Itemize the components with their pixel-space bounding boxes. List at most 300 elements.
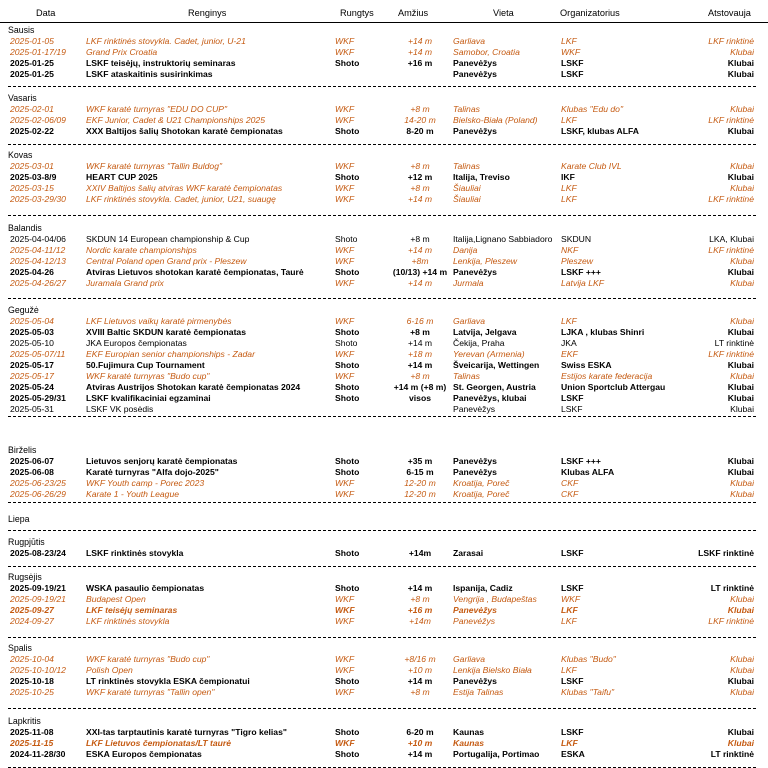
header-age: Amžius [398, 8, 429, 18]
cell-event: XXX Baltijos šalių Shotokan karatė čempionatas [86, 126, 283, 136]
cell-sport: WKF [335, 478, 355, 488]
cell-venue: Bielsko-Biała (Poland) [453, 115, 538, 125]
table-row [8, 36, 756, 47]
cell-event: LKF rinktinės stovykla. Cadet, junior, U-21 [86, 36, 246, 46]
cell-sport: WKF [335, 665, 355, 675]
cell-sport: WKF [335, 245, 355, 255]
cell-organizer: NKF [561, 245, 579, 255]
cell-date: 2025-10-25 [10, 687, 54, 697]
table-row [8, 583, 756, 594]
cell-venue: Panevėžys [453, 267, 497, 277]
cell-organizer: Klubas "Budo" [561, 654, 616, 664]
cell-event: Central Poland open Grand prix - Pleszew [86, 256, 247, 266]
table-row [8, 256, 756, 267]
table-row [8, 183, 756, 194]
cell-age: 8-20 m [406, 126, 434, 136]
cell-represents: Klubai [727, 727, 754, 737]
cell-sport: WKF [335, 183, 355, 193]
cell-age: +10 m [407, 665, 433, 675]
cell-represents: Klubai [730, 256, 754, 266]
table-row [8, 616, 756, 627]
cell-venue: Ispanija, Cadiz [453, 583, 513, 593]
cell-venue: Panevėžys [453, 58, 497, 68]
table-row [8, 316, 756, 327]
cell-sport: WKF [335, 489, 355, 499]
cell-event: Atviras Austrijos Shotokan karatė čempionatas 2024 [86, 382, 301, 392]
month-section [8, 150, 756, 216]
cell-sport: Shoto [335, 548, 360, 558]
cell-age: +8 m [410, 234, 430, 244]
cell-venue: Panevėžys [453, 69, 497, 79]
cell-organizer: CKF [561, 489, 579, 499]
cell-organizer: Union Sportclub Attergau [561, 382, 666, 392]
cell-sport: Shoto [335, 234, 358, 244]
cell-event: JKA Europos čempionatas [86, 338, 187, 348]
cell-sport: WKF [335, 654, 355, 664]
cell-event: LSKF VK posėdis [86, 404, 154, 414]
cell-organizer: LKF [561, 183, 577, 193]
cell-represents: Klubai [730, 665, 754, 675]
cell-organizer: LSKF [561, 69, 584, 79]
month-section [8, 93, 756, 145]
month-title: Kovas [8, 150, 33, 160]
cell-age: +16 m [407, 605, 433, 615]
month-title: Balandis [8, 223, 42, 233]
cell-age: (10/13) +14 m [392, 267, 448, 277]
cell-represents: Klubai [727, 738, 754, 748]
cell-age: 6-16 m [406, 316, 434, 326]
cell-date: 2025-05-17 [10, 371, 54, 381]
header-sport: Rungtys [340, 8, 374, 18]
cell-date: 2025-01-25 [10, 69, 54, 79]
table-row [8, 382, 756, 393]
cell-venue: Talinas [453, 104, 480, 114]
table-row [8, 676, 756, 687]
cell-event: LKF rinktinės stovykla. Cadet, junior, U21, suaugę [86, 194, 276, 204]
cell-event: LKF rinktinės stovykla [86, 616, 170, 626]
cell-date: 2025-03-15 [10, 183, 54, 193]
cell-date: 2025-05-31 [10, 404, 54, 414]
cell-venue: Panevėžys [453, 456, 497, 466]
table-row [8, 404, 756, 415]
cell-organizer: LKF [561, 194, 577, 204]
cell-sport: Shoto [335, 749, 360, 759]
cell-venue: Šiauliai [453, 183, 481, 193]
cell-age: +14 m [407, 245, 433, 255]
cell-date: 2025-03-8/9 [10, 172, 57, 182]
month-section [8, 537, 756, 567]
cell-organizer: Estijos karate federacija [561, 371, 653, 381]
cell-represents: Klubai [727, 676, 754, 686]
cell-age: +14 m [407, 194, 433, 204]
cell-organizer: Pleszew [561, 256, 593, 266]
month-title: Gegužė [8, 305, 39, 315]
cell-sport: Shoto [335, 327, 360, 337]
cell-sport: Shoto [335, 727, 360, 737]
cell-age: +14 m [407, 338, 433, 348]
month-section [8, 445, 756, 503]
cell-date: 2025-10-18 [10, 676, 54, 686]
table-row [8, 489, 756, 500]
cell-organizer: SKDUN [561, 234, 592, 244]
cell-venue: Šveicarija, Wettingen [453, 360, 540, 370]
cell-date: 2025-05-03 [10, 327, 54, 337]
cell-age: 14-20 m [404, 115, 436, 125]
cell-event: LSKF rinktinės stovykla [86, 548, 184, 558]
cell-date: 2025-10-04 [10, 654, 54, 664]
cell-organizer: LKF [561, 115, 577, 125]
cell-date: 2025-04-26 [10, 267, 54, 277]
cell-sport: WKF [335, 349, 355, 359]
cell-date: 2025-09-19/21 [10, 594, 66, 604]
cell-date: 2025-01-17/19 [10, 47, 66, 57]
cell-represents: LKA, Klubai [709, 234, 754, 244]
table-row [8, 738, 756, 749]
cell-sport: WKF [335, 104, 355, 114]
table-row [8, 467, 756, 478]
cell-sport: Shoto [335, 456, 360, 466]
table-row [8, 47, 756, 58]
cell-venue: Panevėžys [453, 467, 497, 477]
cell-venue: Talinas [453, 371, 480, 381]
table-row [8, 665, 756, 676]
cell-age: +8/16 m [404, 654, 436, 664]
header-event: Renginys [188, 8, 227, 18]
month-title: Rugsėjis [8, 572, 42, 582]
cell-date: 2025-10-10/12 [10, 665, 66, 675]
cell-event: Budapest Open [86, 594, 146, 604]
cell-date: 2025-05-10 [10, 338, 54, 348]
cell-organizer: IKF [561, 172, 575, 182]
cell-event: WSKA pasaulio čempionatas [86, 583, 205, 593]
cell-date: 2025-11-08 [10, 727, 54, 737]
cell-event: LSKF teisėjų, instruktorių seminaras [86, 58, 236, 68]
cell-venue: Jurmala [453, 278, 484, 288]
cell-organizer: LJKA , klubas Shinri [561, 327, 645, 337]
month-title: Rugpjūtis [8, 537, 45, 547]
table-row [8, 478, 756, 489]
cell-event: Karate 1 - Youth League [86, 489, 180, 499]
cell-date: 2025-09-19/21 [10, 583, 66, 593]
cell-age: +10 m [407, 738, 433, 748]
cell-represents: Klubai [727, 267, 754, 277]
cell-age: +8 m [410, 371, 430, 381]
cell-venue: Yerevan (Armenia) [453, 349, 525, 359]
table-row [8, 126, 756, 137]
table-row [8, 194, 756, 205]
table-row [8, 605, 756, 616]
cell-date: 2025-02-06/09 [10, 115, 66, 125]
cell-represents: Klubai [727, 393, 754, 403]
cell-sport: WKF [335, 616, 355, 626]
cell-sport: Shoto [335, 382, 360, 392]
cell-represents: LKF rinktinė [708, 36, 754, 46]
cell-event: LSKF ataskaitinis susirinkimas [86, 69, 213, 79]
cell-represents: LKF rinktinė [708, 115, 754, 125]
cell-age: +8 m [410, 687, 430, 697]
table-row [8, 393, 756, 404]
cell-organizer: Swiss ESKA [561, 360, 612, 370]
cell-venue: Panevėžys, klubai [453, 393, 527, 403]
cell-date: 2025-02-22 [10, 126, 54, 136]
cell-date: 2025-08-23/24 [10, 548, 66, 558]
cell-date: 2025-05-24 [10, 382, 54, 392]
cell-event: 50.Fujimura Cup Tournament [86, 360, 205, 370]
cell-represents: Klubai [727, 360, 754, 370]
table-row [8, 360, 756, 371]
cell-venue: Panevėžys [453, 676, 497, 686]
cell-organizer: WKF [561, 594, 581, 604]
cell-sport: WKF [335, 687, 355, 697]
cell-organizer: LKF [561, 316, 577, 326]
cell-venue: Panevėžys [453, 404, 496, 414]
cell-event: WKF karatė turnyras "Tallin open" [86, 687, 215, 697]
cell-represents: Klubai [730, 371, 754, 381]
cell-age: +14 m [407, 749, 433, 759]
cell-represents: Klubai [727, 327, 754, 337]
cell-event: XXI-tas tarptautinis karatė turnyras "Tigro kelias" [86, 727, 287, 737]
cell-represents: Klubai [727, 172, 754, 182]
cell-venue: Lenkija Bielsko Biała [453, 665, 532, 675]
cell-represents: Klubai [730, 489, 754, 499]
cell-event: LT rinktinės stovykla ESKA čempionatui [86, 676, 250, 686]
cell-date: 2025-05-17 [10, 360, 54, 370]
table-row [8, 278, 756, 289]
header-organizer: Organizatorius [560, 8, 620, 18]
cell-venue: Italija, Treviso [453, 172, 510, 182]
cell-age: +8 m [410, 104, 430, 114]
cell-event: LKF teisėjų seminaras [86, 605, 178, 615]
table-row [8, 327, 756, 338]
cell-age: +14m [409, 616, 431, 626]
cell-organizer: WKF [561, 47, 581, 57]
cell-age: +8 m [410, 594, 430, 604]
cell-date: 2025-09-27 [10, 605, 54, 615]
cell-date: 2024-09-27 [10, 616, 54, 626]
cell-sport: WKF [335, 194, 355, 204]
cell-age: +16 m [407, 58, 433, 68]
cell-date: 2025-06-07 [10, 456, 54, 466]
cell-date: 2024-11-28/30 [10, 749, 66, 759]
cell-venue: Lenkija, Pleszew [453, 256, 518, 266]
cell-represents: Klubai [730, 104, 754, 114]
cell-organizer: LSKF +++ [561, 456, 601, 466]
cell-sport: WKF [335, 316, 355, 326]
table-row [8, 749, 756, 760]
cell-age: +14 m [407, 47, 433, 57]
month-section [8, 223, 756, 299]
table-header [0, 0, 768, 23]
cell-date: 2025-04-26/27 [10, 278, 66, 288]
cell-represents: Klubai [730, 594, 754, 604]
cell-date: 2025-04-04/06 [10, 234, 66, 244]
cell-event: WKF karatė turnyras "EDU DO CUP" [86, 104, 228, 114]
cell-venue: Šiauliai [453, 194, 481, 204]
cell-event: Karatė turnyras "Alfa dojo-2025" [86, 467, 219, 477]
cell-represents: LT rinktinė [710, 749, 754, 759]
table-row [8, 161, 756, 172]
cell-date: 2025-06-23/25 [10, 478, 66, 488]
table-row [8, 456, 756, 467]
cell-venue: Kaunas [453, 727, 485, 737]
cell-represents: Klubai [727, 58, 754, 68]
table-row [8, 58, 756, 69]
month-section [8, 643, 756, 709]
cell-represents: Klubai [727, 382, 754, 392]
cell-event: Juramala Grand prix [86, 278, 164, 288]
cell-organizer: LSKF, klubas ALFA [561, 126, 639, 136]
month-title: Spalis [8, 643, 32, 653]
cell-represents: LT rinktinė [714, 338, 754, 348]
cell-organizer: LSKF +++ [561, 267, 601, 277]
table-row [8, 69, 756, 80]
cell-sport: WKF [335, 605, 355, 615]
cell-date: 2025-04-11/12 [10, 245, 66, 255]
cell-organizer: CKF [561, 478, 579, 488]
cell-venue: St. Georgen, Austria [453, 382, 536, 392]
cell-event: LKF Lietuvos čempionatas/LT taurė [86, 738, 232, 748]
cell-organizer: LKF [561, 738, 578, 748]
cell-organizer: LKF [561, 36, 577, 46]
cell-venue: Vengrija , Budapeštas [453, 594, 537, 604]
table-row [8, 727, 756, 738]
cell-age: 6-20 m [406, 727, 434, 737]
cell-age: +14m [408, 548, 432, 558]
cell-date: 2025-01-05 [10, 36, 54, 46]
cell-event: XXIV Baltijos šalių atviras WKF karatė čempionatas [86, 183, 283, 193]
cell-organizer: Klubas "Taifu" [561, 687, 615, 697]
cell-sport: WKF [335, 256, 355, 266]
cell-venue: Estija Talinas [453, 687, 504, 697]
cell-organizer: JKA [561, 338, 577, 348]
cell-date: 2025-11-15 [10, 738, 54, 748]
cell-sport: Shoto [335, 58, 360, 68]
cell-represents: Klubai [730, 161, 754, 171]
cell-date: 2025-03-29/30 [10, 194, 66, 204]
cell-sport: Shoto [335, 360, 360, 370]
cell-sport: WKF [335, 371, 355, 381]
cell-represents: Klubai [727, 456, 754, 466]
cell-date: 2025-02-01 [10, 104, 54, 114]
cell-organizer: Klubas ALFA [561, 467, 615, 477]
cell-venue: Danija [453, 245, 478, 255]
table-row [8, 654, 756, 665]
cell-represents: Klubai [727, 69, 754, 79]
cell-venue: Kroatija, Poreč [453, 489, 510, 499]
cell-age: +8m [411, 256, 429, 266]
cell-age: +14 m [407, 676, 433, 686]
cell-venue: Samobor, Croatia [453, 47, 520, 57]
table-row [8, 594, 756, 605]
table-row [8, 267, 756, 278]
cell-represents: Klubai [727, 605, 754, 615]
cell-age: +8 m [410, 183, 430, 193]
cell-age: +14 m [407, 583, 433, 593]
cell-organizer: LSKF [561, 583, 584, 593]
month-section [8, 572, 756, 638]
cell-venue: Zarasai [453, 548, 484, 558]
cell-organizer: LSKF [561, 58, 584, 68]
cell-represents: Klubai [730, 687, 754, 697]
cell-event: Lietuvos senjorų karatė čempionatas [86, 456, 238, 466]
header-represents: Atstovauja [708, 8, 751, 18]
cell-sport: Shoto [335, 676, 360, 686]
cell-organizer: LSKF [561, 393, 584, 403]
cell-date: 2025-03-01 [10, 161, 54, 171]
cell-organizer: Latvija LKF [561, 278, 604, 288]
cell-venue: Garliava [453, 316, 485, 326]
cell-age: +8 m [410, 161, 430, 171]
cell-represents: Klubai [730, 404, 754, 414]
cell-venue: Latvija, Jelgava [453, 327, 517, 337]
cell-represents: LKF rinktinė [708, 349, 754, 359]
cell-represents: Klubai [730, 316, 754, 326]
cell-venue: Čekija, Praha [453, 338, 505, 348]
cell-event: WKF karatė turnyras "Budo cup" [86, 371, 210, 381]
table-row [8, 687, 756, 698]
cell-date: 2025-05-29/31 [10, 393, 66, 403]
cell-venue: Italija,Lignano Sabbiadoro [453, 234, 553, 244]
cell-age: +14 m [407, 36, 433, 46]
table-row [8, 371, 756, 382]
cell-represents: Klubai [727, 126, 754, 136]
cell-age: 12-20 m [404, 489, 436, 499]
cell-sport: WKF [335, 278, 355, 288]
header-venue: Vieta [493, 8, 514, 18]
month-title: Lapkritis [8, 716, 41, 726]
cell-venue: Kroatija, Poreč [453, 478, 510, 488]
cell-represents: LKF rinktinė [708, 616, 754, 626]
cell-event: Polish Open [86, 665, 133, 675]
cell-organizer: Klubas "Edu do" [561, 104, 624, 114]
cell-age: +18 m [407, 349, 433, 359]
cell-sport: Shoto [335, 393, 360, 403]
cell-represents: Klubai [730, 47, 754, 57]
cell-represents: LKF rinktinė [708, 194, 754, 204]
cell-event: Nordic karate championships [86, 245, 197, 255]
cell-organizer: LKF [561, 665, 577, 675]
cell-age: +14 m (+8 m) [393, 382, 447, 392]
cell-date: 2025-05-04 [10, 316, 54, 326]
cell-sport: Shoto [335, 267, 360, 277]
cell-venue: Panevėžys [453, 126, 497, 136]
cell-event: WKF karatė turnyras "Tallin Buldog" [86, 161, 223, 171]
month-section [8, 25, 756, 87]
cell-organizer: Karate Club IVL [561, 161, 622, 171]
table-row [8, 172, 756, 183]
cell-sport: WKF [335, 36, 355, 46]
cell-organizer: LSKF [561, 676, 584, 686]
table-row [8, 548, 756, 559]
cell-sport: WKF [335, 594, 355, 604]
table-row [8, 115, 756, 126]
month-section [8, 514, 756, 531]
table-row [8, 104, 756, 115]
month-section [8, 716, 756, 768]
cell-event: HEART CUP 2025 [86, 172, 158, 182]
table-row [8, 245, 756, 256]
cell-organizer: LSKF [561, 548, 584, 558]
cell-age: 6-15 m [406, 467, 434, 477]
cell-date: 2025-06-08 [10, 467, 54, 477]
cell-event: XVIII Baltic SKDUN karatė čempionatas [86, 327, 246, 337]
cell-organizer: LKF [561, 605, 578, 615]
cell-represents: LT rinktinė [710, 583, 754, 593]
table-row [8, 234, 756, 245]
cell-represents: Klubai [730, 183, 754, 193]
cell-sport: WKF [335, 115, 355, 125]
cell-venue: Kaunas [453, 738, 485, 748]
